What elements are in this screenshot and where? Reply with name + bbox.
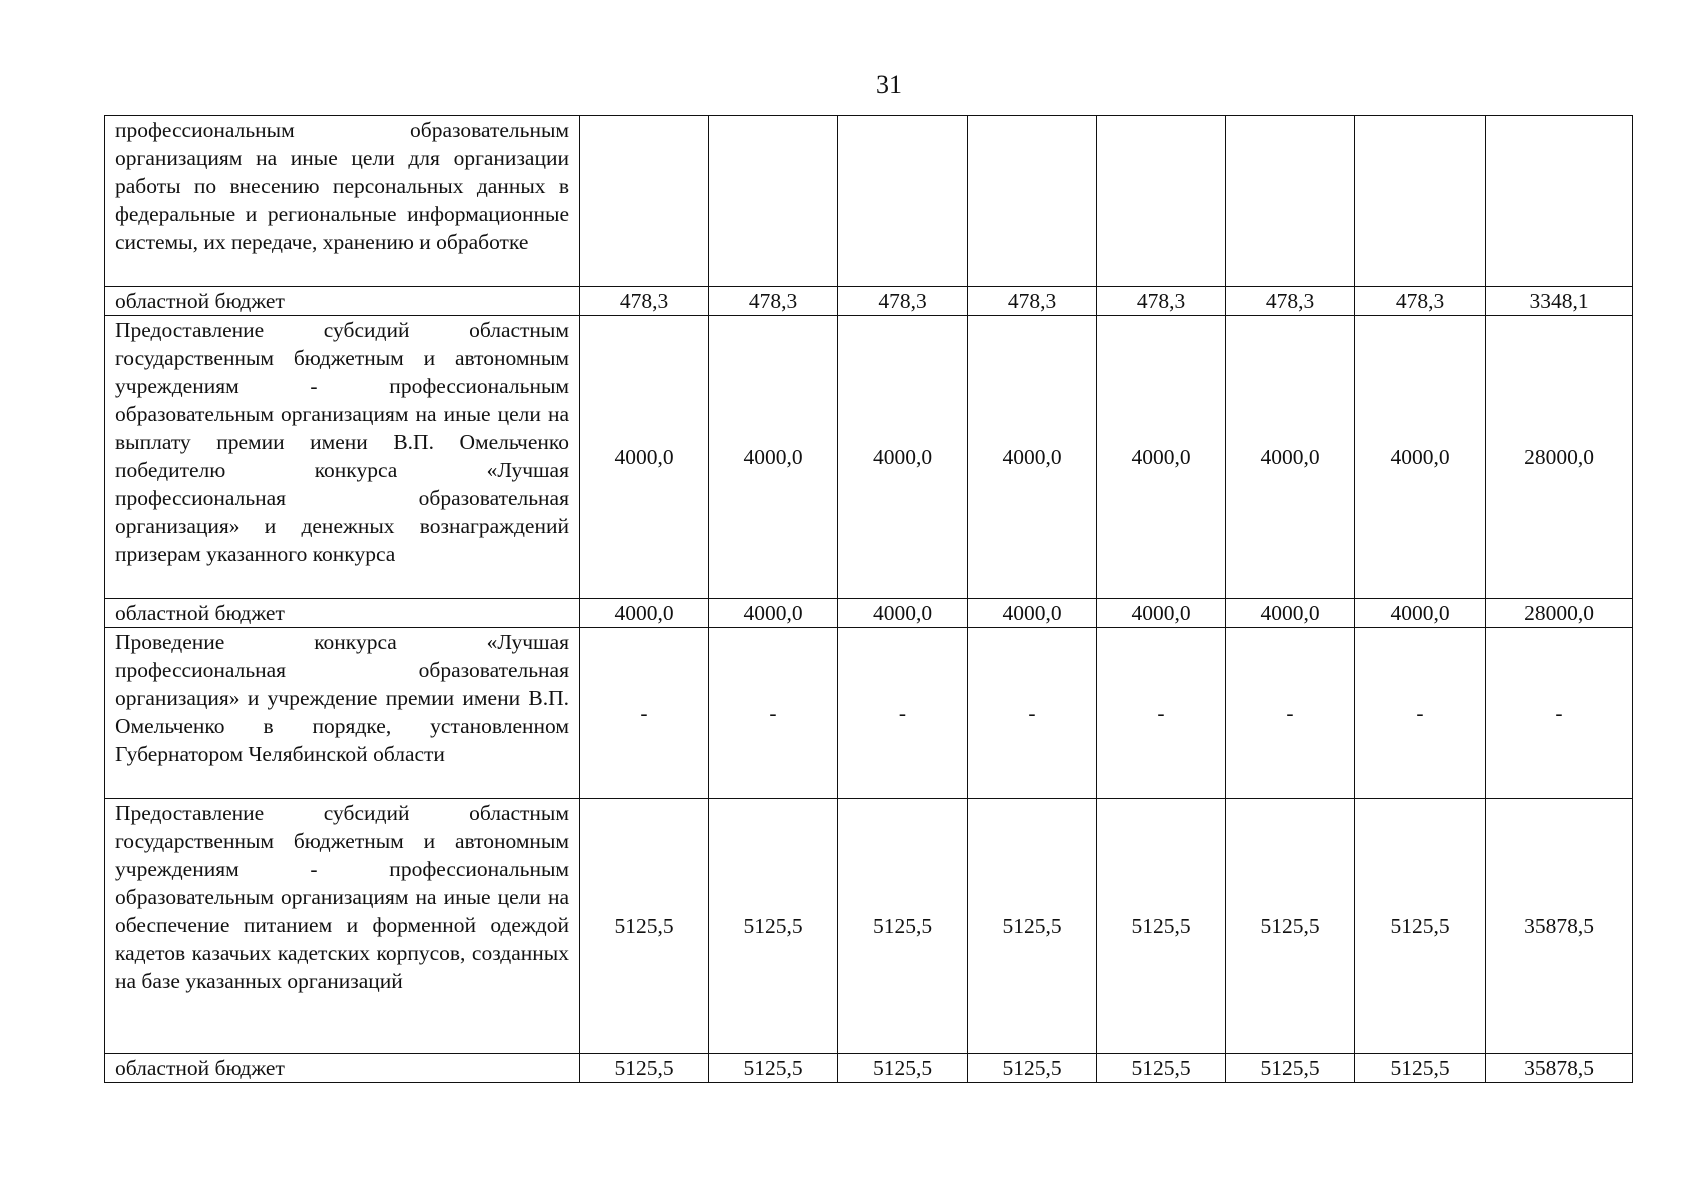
row-description: Предоставление субсидий областным государственным бюджетным и автономным учреждениям - профессиональным образовательным организациям на иные цели на выплату премии имени В.П. Омельченко победителю конкурса «Лучшая профессиональная образовательная организация» и денежных вознаграждений призерам указанного конкурса bbox=[105, 316, 580, 599]
value-cell: - bbox=[838, 628, 968, 799]
value-cell: 5125,5 bbox=[1355, 799, 1486, 1054]
total-cell: 35878,5 bbox=[1486, 1054, 1633, 1083]
total-cell: 3348,1 bbox=[1486, 287, 1633, 316]
value-cell: 5125,5 bbox=[968, 799, 1097, 1054]
value-cell: 4000,0 bbox=[1097, 599, 1226, 628]
value-cell bbox=[580, 116, 709, 287]
total-cell: - bbox=[1486, 628, 1633, 799]
value-cell: 478,3 bbox=[1097, 287, 1226, 316]
value-cell bbox=[838, 116, 968, 287]
value-cell: 5125,5 bbox=[709, 1054, 838, 1083]
value-cell: - bbox=[580, 628, 709, 799]
table-row bbox=[105, 287, 1633, 316]
table-row bbox=[105, 628, 1633, 799]
value-cell: - bbox=[968, 628, 1097, 799]
value-cell: 4000,0 bbox=[1226, 599, 1355, 628]
value-cell: 478,3 bbox=[838, 287, 968, 316]
value-cell: 4000,0 bbox=[1097, 316, 1226, 599]
value-cell: 4000,0 bbox=[968, 316, 1097, 599]
value-cell: 478,3 bbox=[580, 287, 709, 316]
value-cell: 5125,5 bbox=[838, 799, 968, 1054]
value-cell: 478,3 bbox=[709, 287, 838, 316]
value-cell: 5125,5 bbox=[580, 799, 709, 1054]
table-row bbox=[105, 599, 1633, 628]
value-cell: 5125,5 bbox=[968, 1054, 1097, 1083]
table-row bbox=[105, 116, 1633, 287]
value-cell: 4000,0 bbox=[838, 599, 968, 628]
value-cell: 4000,0 bbox=[580, 316, 709, 599]
value-cell: 5125,5 bbox=[1226, 799, 1355, 1054]
row-description: областной бюджет bbox=[105, 599, 580, 628]
row-description: областной бюджет bbox=[105, 287, 580, 316]
value-cell: 4000,0 bbox=[1226, 316, 1355, 599]
value-cell: - bbox=[1355, 628, 1486, 799]
value-cell bbox=[1097, 116, 1226, 287]
value-cell: 5125,5 bbox=[838, 1054, 968, 1083]
table-row bbox=[105, 316, 1633, 599]
value-cell: 4000,0 bbox=[968, 599, 1097, 628]
table-row bbox=[105, 799, 1633, 1054]
total-cell bbox=[1486, 116, 1633, 287]
row-description: Предоставление субсидий областным государственным бюджетным и автономным учреждениям - профессиональным образовательным организациям на иные цели на обеспечение питанием и форменной одеждой кадетов казачьих кадетских корпусов, созданных на базе указанных организаций bbox=[105, 799, 580, 1054]
value-cell: 5125,5 bbox=[1355, 1054, 1486, 1083]
table-row bbox=[105, 1054, 1633, 1083]
value-cell: 4000,0 bbox=[709, 316, 838, 599]
value-cell bbox=[1226, 116, 1355, 287]
value-cell bbox=[709, 116, 838, 287]
value-cell: 478,3 bbox=[1226, 287, 1355, 316]
value-cell: - bbox=[1097, 628, 1226, 799]
value-cell: - bbox=[709, 628, 838, 799]
value-cell: - bbox=[1226, 628, 1355, 799]
value-cell: 5125,5 bbox=[1097, 1054, 1226, 1083]
page-number: 31 bbox=[876, 70, 902, 99]
value-cell bbox=[1355, 116, 1486, 287]
value-cell: 4000,0 bbox=[709, 599, 838, 628]
value-cell: 5125,5 bbox=[1097, 799, 1226, 1054]
total-cell: 28000,0 bbox=[1486, 316, 1633, 599]
row-description: профессиональным образовательным организациям на иные цели для организации работы по внесению персональных данных в федеральные и региональные информационные системы, их передаче, хранению и обработке bbox=[105, 116, 580, 287]
row-description: Проведение конкурса «Лучшая профессиональная образовательная организация» и учреждение премии имени В.П. Омельченко в порядке, установленном Губернатором Челябинской области bbox=[105, 628, 580, 799]
value-cell: 5125,5 bbox=[709, 799, 838, 1054]
total-cell: 35878,5 bbox=[1486, 799, 1633, 1054]
value-cell: 4000,0 bbox=[838, 316, 968, 599]
budget-table bbox=[104, 115, 1633, 1083]
value-cell: 5125,5 bbox=[580, 1054, 709, 1083]
value-cell: 478,3 bbox=[968, 287, 1097, 316]
value-cell: 5125,5 bbox=[1226, 1054, 1355, 1083]
value-cell: 4000,0 bbox=[1355, 599, 1486, 628]
value-cell: 4000,0 bbox=[580, 599, 709, 628]
row-description: областной бюджет bbox=[105, 1054, 580, 1083]
value-cell bbox=[968, 116, 1097, 287]
total-cell: 28000,0 bbox=[1486, 599, 1633, 628]
value-cell: 478,3 bbox=[1355, 287, 1486, 316]
value-cell: 4000,0 bbox=[1355, 316, 1486, 599]
